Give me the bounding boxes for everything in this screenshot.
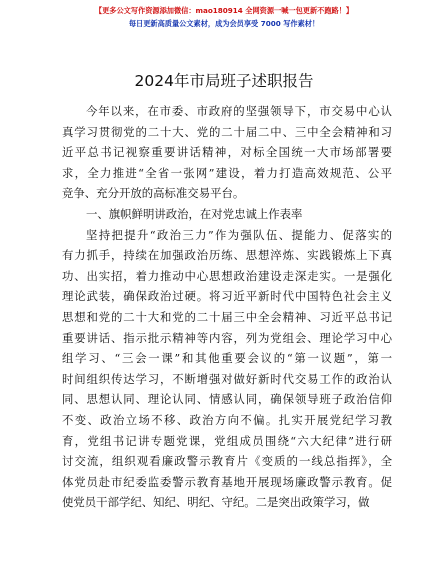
promo-banner <box>40 4 408 30</box>
document-title: 2024年市局班子述职报告 <box>134 72 314 90</box>
text-line: 一、旗帜鲜明讲政治，在对党忠诚上作表率 <box>86 206 303 221</box>
promo-banner-line-2: 每日更新高质量公文素材，成为会员享受 7000 写作素材！ <box>128 19 320 28</box>
text-line: 使党员干部学纪、知纪、明纪、守纪。二是突出政策学习，做 <box>62 495 370 510</box>
section-heading <box>62 204 392 225</box>
text-line: 同、思想认同、理论认同、情感认同，确保领导班子政治信仰 <box>62 392 392 407</box>
text-line: 竞争、充分开放的高标准交易平台。 <box>62 186 245 201</box>
text-line: 功、出实招，着力推动中心思想政治建设走深走实。一是强化 <box>62 268 392 283</box>
text-line: 不变、政治立场不移、政治方向不偏。扎实开展党纪学习教 <box>62 412 392 427</box>
text-line: 时间组织传达学习，不断增强对做好新时代交易工作的政治认 <box>62 371 392 386</box>
body-paragraph <box>62 225 392 513</box>
text-line: 组学习、“三会一课”和其他重要会议的“第一议题”，第一 <box>62 351 392 366</box>
text-line: 坚持把提升“政治三力”作为强队伍、提能力、促落实的 <box>86 227 392 242</box>
promo-banner-line-1: 【更多公文写作资源添加微信：mao180914 全网资源一喊一包更新不跑路！】 <box>94 6 354 15</box>
text-line: 育，党组书记讲专题党课，党组成员围绕“六大纪律”进行研 <box>62 433 392 448</box>
text-line: 今年以来，在市委、市政府的坚强领导下，市交易中心认 <box>86 104 392 118</box>
text-line: 有力抓手，持续在加强政治历练、思想淬炼、实践锻炼上下真 <box>62 248 392 263</box>
text-line: 重要讲话、指示批示精神等内容，列为党组会、理论学习中心 <box>62 330 392 345</box>
text-line: 体党员赴市纪委监委警示教育基地开展现场廉政警示教育。促 <box>62 474 392 489</box>
text-line: 理论武装，确保政治过硬。将习近平新时代中国特色社会主义 <box>62 289 392 304</box>
text-line: 讨交流，组织观看廉政警示教育片《变质的一线总指挥》，全 <box>62 454 392 469</box>
body-paragraph <box>62 101 392 204</box>
text-line: 近平总书记视察重要讲话精神，对标全国统一大市场部署要 <box>62 145 392 160</box>
text-line: 求，全力推进“全省一张网”建设，着力打造高效规范、公平 <box>62 165 392 180</box>
document-body <box>62 101 392 513</box>
text-line: 真学习贯彻党的二十大、党的二十届二中、三中全会精神和习 <box>62 124 392 139</box>
text-line: 思想和党的二十大和党的二十届三中全会精神、习近平总书记 <box>62 309 392 324</box>
